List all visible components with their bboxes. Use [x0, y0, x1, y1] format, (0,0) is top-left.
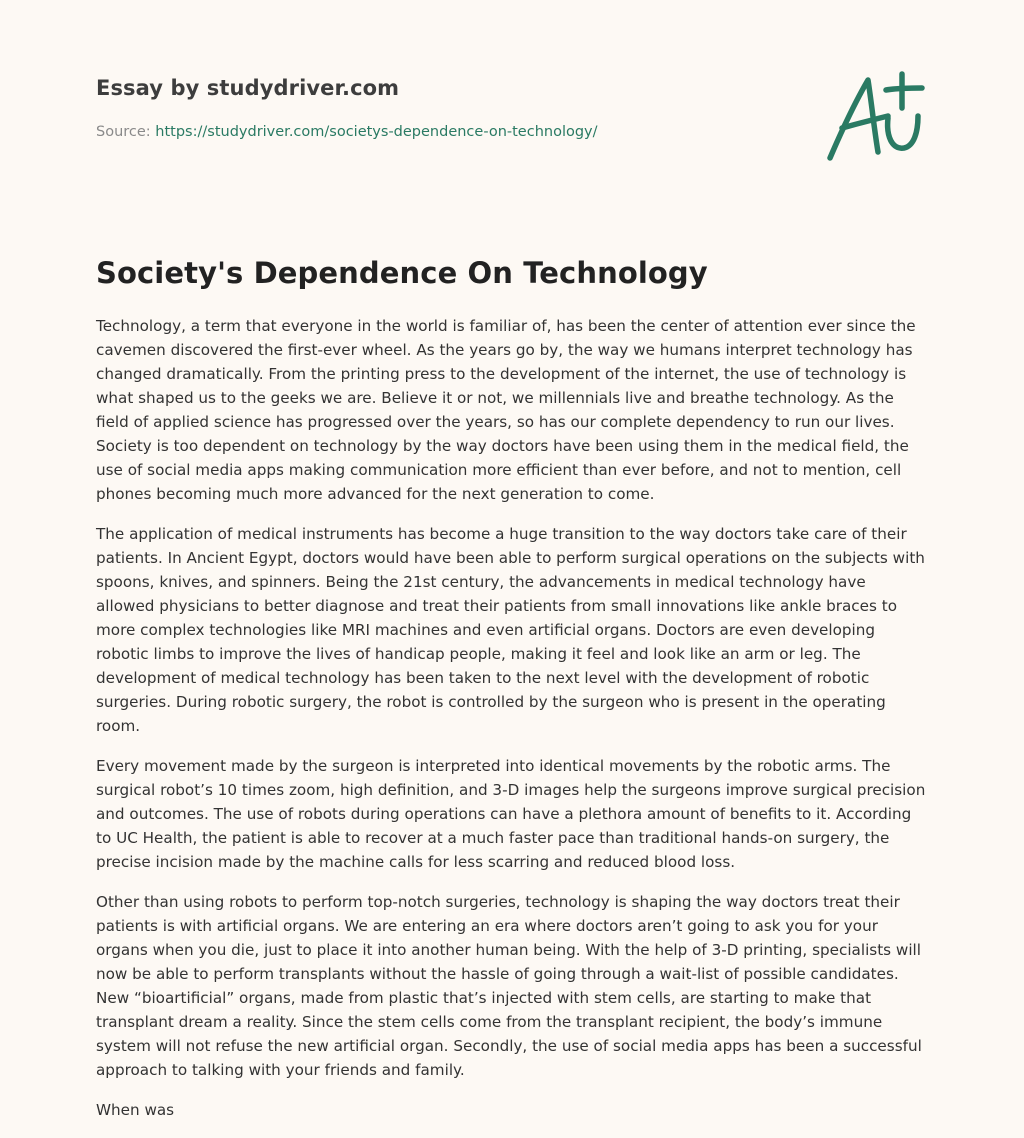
source-line	[96, 124, 598, 140]
paragraph: Other than using robots to perform top-notch surgeries, technology is shaping the way doctors treat their patients is with artificial organs. We are entering an era where doctors aren’t going to ask you for your organs when you die, just to place it into another human being. With the help of 3-D printing, specialists will now be able to perform transplants without the hassle of going through a wait-list of possible candidates. New “bioartificial” organs, made from plastic that’s injected with stem cells, are starting to make that transplant dream a reality. Since the stem cells come from the transplant recipient, the body’s immune system will not refuse the new artificial organ. Secondly, the use of social media apps has been a successful approach to talking with your friends and family.	[96, 893, 922, 1079]
essay-title: Society's Dependence On Technology	[96, 256, 708, 290]
paragraph: Technology, a term that everyone in the world is familiar of, has been the center of attention ever since the cavemen discovered the first-ever wheel. As the years go by, the way we humans interpret technology has changed dramatically. From the printing press to the development of the internet, the use of technology is what shaped us to the geeks we are. Believe it or not, we millennials live and breathe technology. As the field of applied science has progressed over the years, so has our complete dependency to run our lives. Society is too dependent on technology by the way doctors have been using them in the medical field, the use of social media apps making communication more efficient than ever before, and not to mention, cell phones becoming much more advanced for the next generation to come.	[96, 317, 916, 503]
source-link[interactable]: https://studydriver.com/societys-dependence-on-technology/	[155, 124, 598, 140]
paragraph: The application of medical instruments has become a huge transition to the way doctors take care of their patients. In Ancient Egypt, doctors would have been able to perform surgical operations on the subjects with spoons, knives, and spinners. Being the 21st century, the advancements in medical technology have allowed physicians to better diagnose and treat their patients from small innovations like ankle braces to more complex technologies like MRI machines and even artificial organs. Doctors are even developing robotic limbs to improve the lives of handicap people, making it feel and look like an arm or leg. The development of medical technology has been taken to the next level with the development of robotic surgeries. During robotic surgery, the robot is controlled by the surgeon who is present in the operating room.	[96, 525, 925, 735]
paragraph: Every movement made by the surgeon is interpreted into identical movements by the robotic arms. The surgical robot’s 10 times zoom, high definition, and 3-D images help the surgeons improve surgical precision and outcomes. The use of robots during operations can have a plethora amount of benefits to it. According to UC Health, the patient is able to recover at a much faster pace than traditional hands-on surgery, the precise incision made by the machine calls for less scarring and reduced blood loss.	[96, 757, 926, 871]
source-label: Source:	[96, 124, 151, 140]
paragraph: When was	[96, 1101, 175, 1119]
brand-title: Essay by studydriver.com	[96, 76, 400, 100]
essay-page	[96, 0, 928, 1119]
page-header	[96, 0, 928, 240]
a-plus-logo-icon	[822, 66, 926, 166]
essay-body	[96, 314, 928, 1138]
